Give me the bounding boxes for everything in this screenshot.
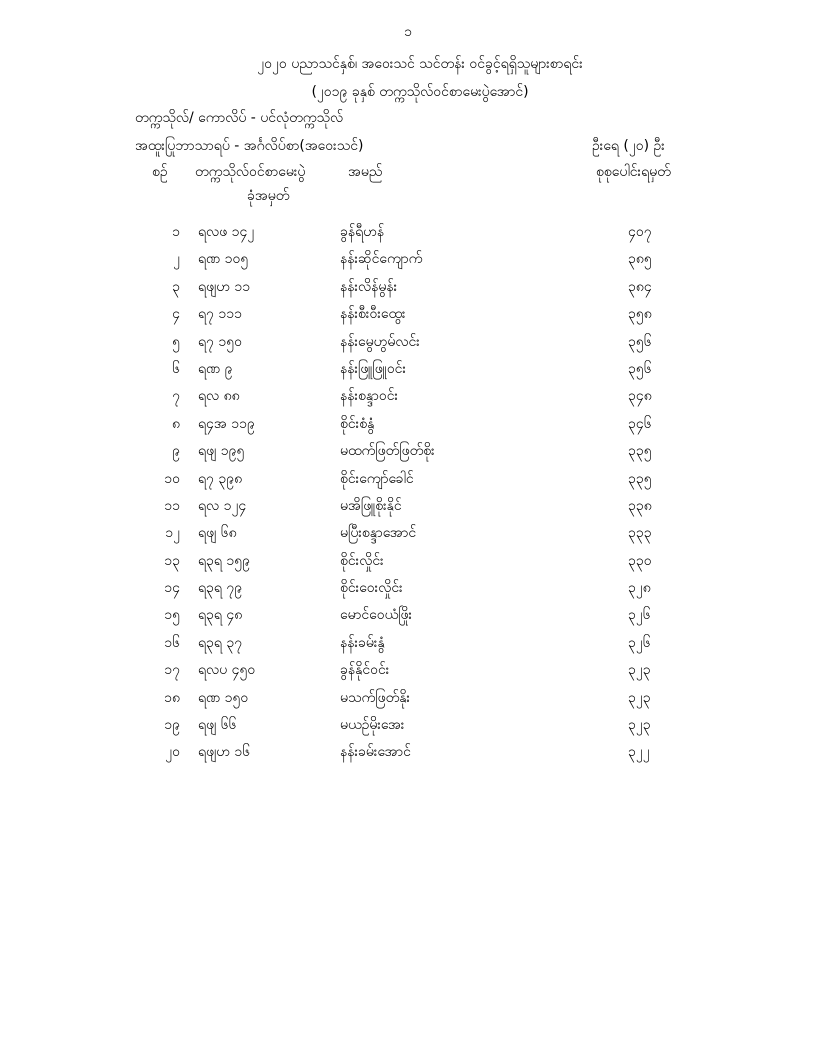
- column-header-no: စဥ်: [152, 164, 168, 180]
- list-row: [0, 355, 816, 382]
- document-title: ၂၀၂၀ ပညာသင်နှစ်၊ အဝေးသင် သင်တန်း ဝင်ခွင့်ရရှိသူများစာရင်း: [257, 56, 583, 72]
- row-total-marks: ၃၂၆: [628, 634, 651, 651]
- list-row: [0, 273, 816, 300]
- row-total-marks: ၃၂၈: [628, 580, 651, 597]
- row-roll-number: ရ၇ ၃၉၈: [198, 470, 243, 487]
- row-number: ၅: [172, 333, 180, 350]
- list-row: [0, 711, 816, 738]
- row-student-name: ခွန်ရီဟန်: [340, 224, 385, 240]
- row-student-name: နန်းခမ်းအောင်: [340, 744, 411, 761]
- row-student-name: မယဉ်မိုးအေး: [340, 717, 405, 734]
- row-number: ၁: [172, 224, 180, 240]
- row-student-name: စိုင်းလှိုင်း: [340, 552, 384, 569]
- row-roll-number: ရ၃ရ ၁၅၉: [198, 552, 251, 569]
- page-number: ၁: [404, 24, 412, 40]
- row-student-name: ခွန်နိုင်ဝင်း: [340, 662, 390, 679]
- university-line: တက္ကသိုလ်/ ကောလိပ် - ပင်လုံတက္ကသိုလ်: [135, 110, 344, 126]
- student-list: [0, 218, 816, 766]
- row-number: ၉: [172, 443, 180, 460]
- row-student-name: နန်းဆိုင်ကျောက်: [340, 251, 423, 268]
- row-number: ၁၃: [164, 552, 180, 569]
- row-number: ၄: [172, 306, 180, 323]
- row-total-marks: ၃၃၈: [628, 497, 652, 514]
- column-header-roll-line-2: ခုံအမှတ်: [247, 188, 290, 204]
- list-row: [0, 218, 816, 245]
- row-student-name: မောင်ဝေယံဖြိုး: [340, 607, 413, 624]
- row-roll-number: ရဖျ ၆၆: [198, 717, 237, 734]
- row-student-name: နန်းဖြူဖြူဝင်း: [340, 360, 406, 377]
- row-roll-number: ရဖျ ၁၉၅: [198, 443, 245, 460]
- row-number: ၁၉: [164, 717, 180, 734]
- list-row: [0, 684, 816, 711]
- row-student-name: မထက်ဖြတ်ဖြတ်စိုး: [340, 443, 435, 460]
- list-row: [0, 519, 816, 546]
- row-roll-number: ရဏ ၁၅၀: [198, 689, 249, 706]
- row-student-name: စိုင်းစံနွံ: [340, 415, 375, 432]
- list-row: [0, 547, 816, 574]
- row-number: ၁၅: [164, 607, 180, 624]
- row-number: ၁၄: [164, 580, 180, 597]
- row-roll-number: ရ၇ ၁၅၀: [198, 333, 242, 350]
- row-student-name: နန်းစန္ဒာဝင်း: [340, 388, 399, 405]
- row-roll-number: ရလဖ ၁၄၂: [198, 224, 255, 240]
- row-number: ၁၇: [164, 662, 180, 679]
- column-header-roll: တက္ကသိုလ်ဝင်စာမေးပွဲ: [195, 164, 306, 180]
- list-row: [0, 601, 816, 628]
- row-number: ၈: [172, 415, 180, 432]
- department-line: အထူးပြုဘာသာရပ် - အင်္ဂလိပ်စာ(အဝေးသင်): [135, 138, 364, 154]
- row-number: ၁၆: [164, 634, 180, 651]
- row-roll-number: ရဖျဟ ၁၆: [198, 744, 251, 761]
- row-roll-number: ရဏ ၉: [198, 360, 233, 377]
- row-total-marks: ၃၃၃: [628, 525, 652, 542]
- row-total-marks: ၃၃၀: [628, 552, 652, 569]
- list-row: [0, 245, 816, 272]
- row-roll-number: ရဖျ ၆၈: [198, 525, 237, 542]
- list-row: [0, 574, 816, 601]
- row-number: ၁၀: [164, 470, 180, 487]
- row-number: ၃: [172, 278, 180, 295]
- row-number: ၇: [172, 388, 180, 405]
- row-student-name: နန်းခမ်းနွံ: [340, 634, 385, 651]
- row-total-marks: ၃၅၆: [628, 333, 652, 350]
- column-header-name: အမည်: [348, 164, 383, 180]
- row-roll-number: ရဖျဟ ၁၁: [198, 278, 251, 295]
- row-student-name: နန်းစီးဝီးထွေး: [340, 306, 406, 323]
- row-total-marks: ၃၃၅: [628, 470, 652, 487]
- row-roll-number: ရလ ၈၈: [198, 388, 240, 405]
- list-row: [0, 328, 816, 355]
- row-total-marks: ၃၄၈: [628, 388, 652, 405]
- row-roll-number: ရလ ၁၂၄: [198, 497, 247, 514]
- document-subtitle: (၂၀၁၉ ခုနှစ် တက္ကသိုလ်ဝင်စာမေးပွဲအောင်): [311, 84, 529, 100]
- column-header-marks: စုစုပေါင်းရမှတ်: [596, 164, 671, 180]
- row-roll-number: ရ၇ ၁၁၁: [198, 306, 242, 323]
- list-row: [0, 300, 816, 327]
- row-student-name: နန်းမွေဟွမ်လင်း: [340, 333, 420, 350]
- list-row: [0, 629, 816, 656]
- row-student-name: နန်းလိန်မွန်း: [340, 278, 398, 295]
- list-row: [0, 738, 816, 765]
- row-number: ၁၂: [165, 525, 180, 542]
- row-roll-number: ရလပ ၄၅၀: [198, 662, 256, 679]
- row-number: ၁၈: [164, 689, 180, 706]
- row-total-marks: ၃၂၂: [628, 744, 650, 761]
- row-student-name: မသက်ဖြတ်နိုး: [340, 689, 410, 706]
- row-total-marks: ၃၈၅: [628, 251, 652, 268]
- row-total-marks: ၃၅၈: [628, 306, 652, 323]
- row-total-marks: ၃၅၆: [628, 360, 652, 377]
- list-row: [0, 656, 816, 683]
- row-total-marks: ၃၂၃: [628, 717, 651, 734]
- row-student-name: စိုင်းဝေးလှိုင်း: [340, 580, 403, 597]
- row-total-marks: ၃၃၅: [628, 443, 652, 460]
- row-number: ၁၁: [164, 497, 180, 514]
- list-row: [0, 382, 816, 409]
- row-total-marks: ၃၂၆: [628, 607, 651, 624]
- row-roll-number: ရ၃ရ ၃၇: [198, 634, 243, 651]
- row-roll-number: ရ၃ရ ၄၈: [198, 607, 243, 624]
- row-student-name: မပြီးစန္ဒာအောင်: [340, 525, 417, 542]
- student-count: ဦးရေ (၂၀) ဦး: [592, 138, 665, 154]
- row-student-name: မအိဖြူစိုးနိုင်: [340, 497, 402, 514]
- row-roll-number: ရဏ ၁၀၅: [198, 251, 249, 268]
- list-row: [0, 465, 816, 492]
- row-number: ၂၀: [165, 744, 180, 761]
- row-total-marks: ၃၂၃: [628, 662, 651, 679]
- row-total-marks: ၃၈၄: [628, 278, 652, 295]
- row-total-marks: ၄၀၇: [628, 224, 652, 240]
- row-number: ၆: [172, 360, 180, 377]
- list-row: [0, 410, 816, 437]
- list-row: [0, 492, 816, 519]
- list-row: [0, 437, 816, 464]
- row-roll-number: ရ၃ရ ၇၉: [198, 580, 243, 597]
- row-total-marks: ၃၄၆: [628, 415, 652, 432]
- row-total-marks: ၃၂၃: [628, 689, 651, 706]
- row-student-name: စိုင်းကျော်ခေါင်: [340, 470, 414, 487]
- row-roll-number: ရ၄အ ၁၁၉: [198, 415, 255, 432]
- row-number: ၂: [173, 251, 180, 268]
